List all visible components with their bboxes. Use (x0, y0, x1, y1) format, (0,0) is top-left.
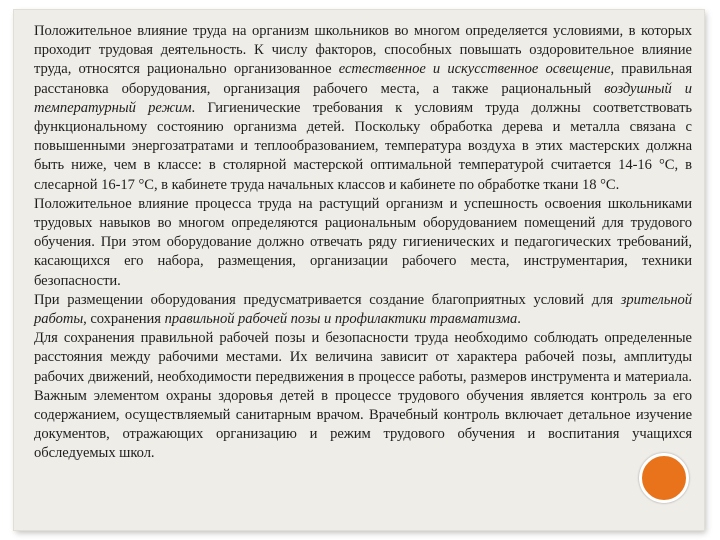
italic-visual-work: зрительной работы (34, 291, 692, 328)
italic-lighting: естественное и искусственное освещение (338, 61, 611, 78)
paragraph-safety-control: Для сохранения правильной рабочей позы и безопасности труда необходимо соблюдать определенные расстояния между рабочими местами. Их величина зависит от характера рабочей позы, амплитуды рабочих движений, необходимости передвижения в процессе работы, размеров инструмента и материала. Важным элементом охраны здоровья детей в процессе трудового обучения является контроль за его содержанием, осуществляемый санитарным врачом. Врачебный контроль включает детальное изучение документов, отражающих организацию и режим трудового обучения и воспитания учащихся обследуемых школ. (34, 330, 692, 462)
paragraph-working-conditions: Положительное влияние труда на организм школьников во многом определяется условиями, в которых проходит трудовая деятельность. К числу факторов, способных повышать оздоровительное влияние труда, относятся рационально организованное естественное и искусственное освещение, правильная расстановка оборудования, организация рабочего места, а также рациональный воздушный и температурный режим. Гигиенические требования к условиям труда должны соответствовать функциональному состоянию организма детей. Поскольку обработка дерева и металла связана с повышенными энергозатратами и теплообразованием, температура воздуха в этих мастерских должна быть ниже, чем в классе: в столярной мастерской оптимальной температурой считается 14-16 °С, в слесарной 16-17 °С, в кабинете труда начальных классов и кабинете по обработке ткани 18 °С. (34, 23, 693, 193)
italic-posture: правильной рабочей позы и профилактики травматизма (164, 311, 518, 328)
italic-air-temperature: воздушный и температурный режим (34, 80, 692, 116)
slide-text-body (34, 22, 692, 464)
paragraph-placement: При размещении оборудования предусматривается создание благоприятных условий для зрительной работы, сохранения правильной рабочей позы и профилактики травматизма. (34, 291, 692, 328)
paragraph-equipment: Положительное влияние процесса труда на растущий организм и успешность освоения школьниками трудовых навыков во многом определяются рациональным оборудованием помещений для трудового обучения. При этом оборудование должно отвечать ряду гигиенических и педагогических требований, касающихся его набора, размещения, организации рабочего места, инструментария, техники безопасности. (34, 195, 692, 289)
